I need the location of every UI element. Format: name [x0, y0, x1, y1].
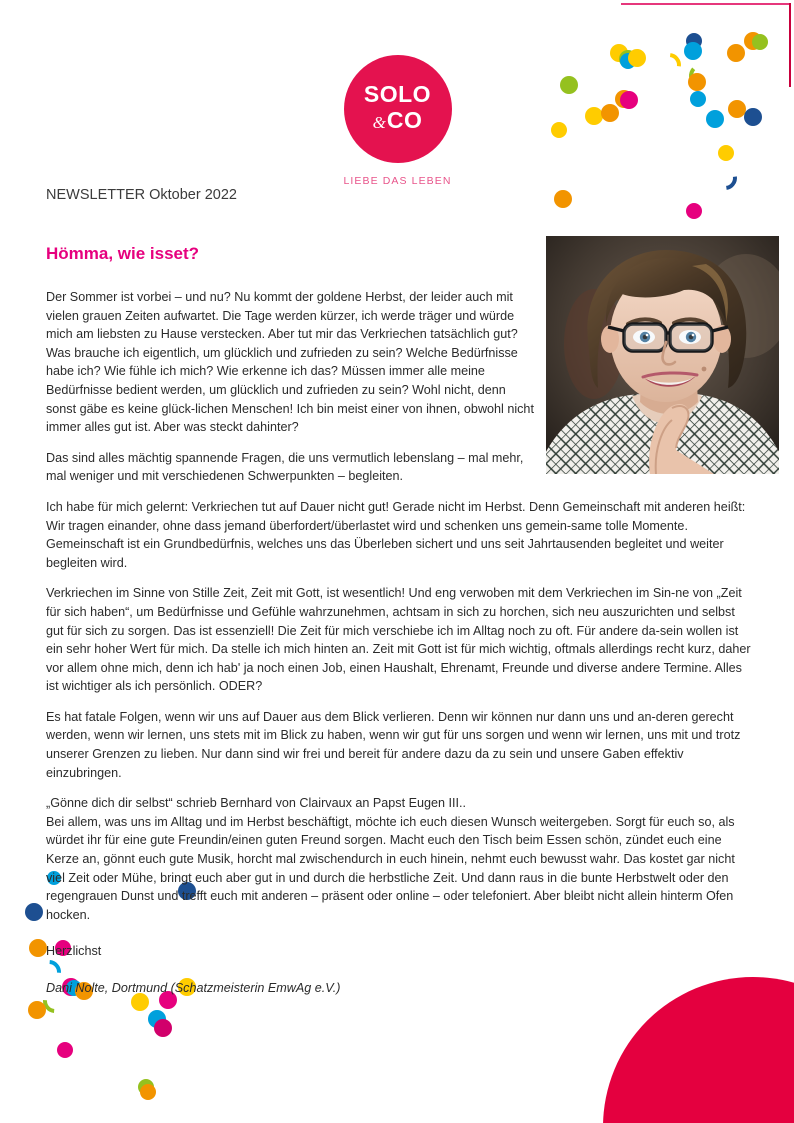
confetti-dot: [25, 903, 43, 921]
frame-right-line: [789, 3, 791, 87]
confetti-dot: [752, 34, 768, 50]
newsletter-issue-line: NEWSLETTER Oktober 2022: [46, 187, 237, 203]
paragraph: Bei allem, was uns im Alltag und im Herbst beschäftigt, möchte ich euch diesen Wunsch weitergeben. Sorgt für euch so, als würdet ihr für eine gute Freundin/einen guten Freund sorgen. Macht euch den Tisch beim Essen schön, zündet euch eine Kerze an, gönnt euch gute Musik, horcht mal zwischendurch in euch hinein, nehmt euch bewusst wahr. Das kostet gar nicht viel Zeit oder Mühe, bringt euch aber gut in und durch die herbstliche Zeit. Und dann raus in die bunte Herbstwelt oder den regengrauen Dunst und trefft euch mit anderen – präsent oder online – oder telefoniert. Aber bleibt nicht allein hinterm Ofen hocken.: [46, 814, 735, 922]
frame-top-line: [621, 3, 791, 5]
paragraph: Das sind alles mächtig spannende Fragen, die uns vermutlich lebenslang – mal mehr, mal weniger und mit verschiedenen Schwerpunkten – begleiten.: [46, 450, 524, 484]
confetti-dot: [601, 104, 619, 122]
author-signature: Dani Nolte, Dortmund (Schatzmeisterin EmwAg e.V.): [46, 981, 341, 995]
confetti-dot: [727, 44, 745, 62]
corner-brand-circle: [603, 977, 794, 1123]
confetti-dot: [744, 108, 762, 126]
confetti-dot: [560, 76, 578, 94]
confetti-dot: [688, 73, 706, 91]
logo-wordmark-solo: SOLO: [363, 81, 432, 107]
confetti-dot: [585, 107, 603, 125]
confetti-dot: [706, 110, 724, 128]
confetti-dot: [718, 145, 734, 161]
logo-tagline: LIEBE DAS LEBEN: [343, 175, 452, 187]
confetti-arc: [708, 161, 742, 195]
confetti-dot: [551, 122, 567, 138]
page-title: Hömma, wie isset?: [46, 244, 200, 263]
confetti-dot: [140, 1084, 156, 1100]
paragraph: Ich habe für mich gelernt: Verkriechen tut auf Dauer nicht gut! Gerade nicht im Herbst. Denn Gemeinschaft mit anderen heißt: Wir tragen einander, ohne dass jemand überfordert/überlastet wird und schenken uns gemein-same tolle Momente. Gemeinschaft ist ein Grundbedürfnis, welches uns das Überleben sichert und uns seit Jahrtausenden begleitet und weiter begleiten wird.: [46, 499, 746, 570]
logo-wordmark-co-row: [344, 109, 452, 132]
brand-logo: [340, 55, 455, 187]
confetti-dot: [28, 1001, 46, 1019]
logo-circle: [344, 55, 452, 163]
closing-salutation: Herzlichst: [46, 944, 102, 959]
confetti-dot: [686, 203, 702, 219]
paragraph-quote: „Gönne dich dir selbst“ schrieb Bernhard von Clairvaux an Papst Eugen III..: [46, 796, 467, 811]
confetti-dot: [690, 91, 706, 107]
paragraph: Es hat fatale Folgen, wenn wir uns auf Dauer aus dem Blick verlieren. Denn wir können nur dann uns und an-deren gerecht werden, wenn wir lernen, uns stets mit im Blick zu haben, wenn wir gut für uns sorgen und wenn wir lernen, uns mit und trotz unserer Grenzen zu lieben. Nur dann sind wir frei und bereit für andere dazu da zu sein und unsere Gaben effektiv einzubringen.: [46, 709, 741, 780]
logo-wordmark-co: CO: [386, 107, 423, 133]
confetti-dot: [154, 1019, 172, 1037]
article-body: [46, 288, 752, 998]
confetti-dot: [554, 190, 572, 208]
confetti-dot: [620, 91, 638, 109]
confetti-arc: [652, 48, 686, 82]
confetti-dot: [628, 49, 646, 67]
paragraph: Verkriechen im Sinne von Stille Zeit, Zeit mit Gott, ist wesentlich! Und eng verwoben mit dem Verkriechen im Sin-ne von „Zeit für sich haben“, um Bedürfnisse und Gefühle wahrzunehmen, achtsam in sich zu horchen, sich neu auszurichten und selbst gut für sich zu sorgen. Das ist essenziell! Die Zeit für mich verschiebe ich im Alltag noch zu oft. Für andere da-sein wollen ist ein sehr hoher Wert für mich. Da stelle ich mich hinten an. Zeit mit Gott ist für mich wichtig, oftmals allerdings recht kurz, daher vor allem ohne mich, denn ich hab' ja noch einen Job, einen Haushalt, Ehrenamt, Freunde und diverse andere Termine. Alles ist wichtiger als ich persönlich. ODER?: [46, 586, 751, 694]
confetti-dot: [57, 1042, 73, 1058]
confetti-dot: [29, 939, 47, 957]
paragraph: Der Sommer ist vorbei – und nu? Nu kommt der goldene Herbst, der leider auch mit vielen grauen Zeiten aufwartet. Die Tage werden kürzer, ich werde träger und würde mich am liebsten zu Hause verstecken. Aber tut mir das Verkriechen tatsächlich gut? Was brauche ich eigentlich, um glücklich und zufrieden zu sein? Welche Bedürfnisse habe ich? Wie fühle ich mich? Wie erkenne ich das? Müssen immer alle meine Bedürfnisse bedient werden, um glücklich und zufrieden zu sein? Wohl nicht, denn sonst gäbe es keine glück-lichen Menschen! Ich bin meist einer von ihnen, obwohl nicht immer alles gut ist. Aber was steckt dahinter?: [46, 290, 534, 435]
confetti-dot: [684, 42, 702, 60]
logo-ampersand: &: [372, 113, 386, 132]
